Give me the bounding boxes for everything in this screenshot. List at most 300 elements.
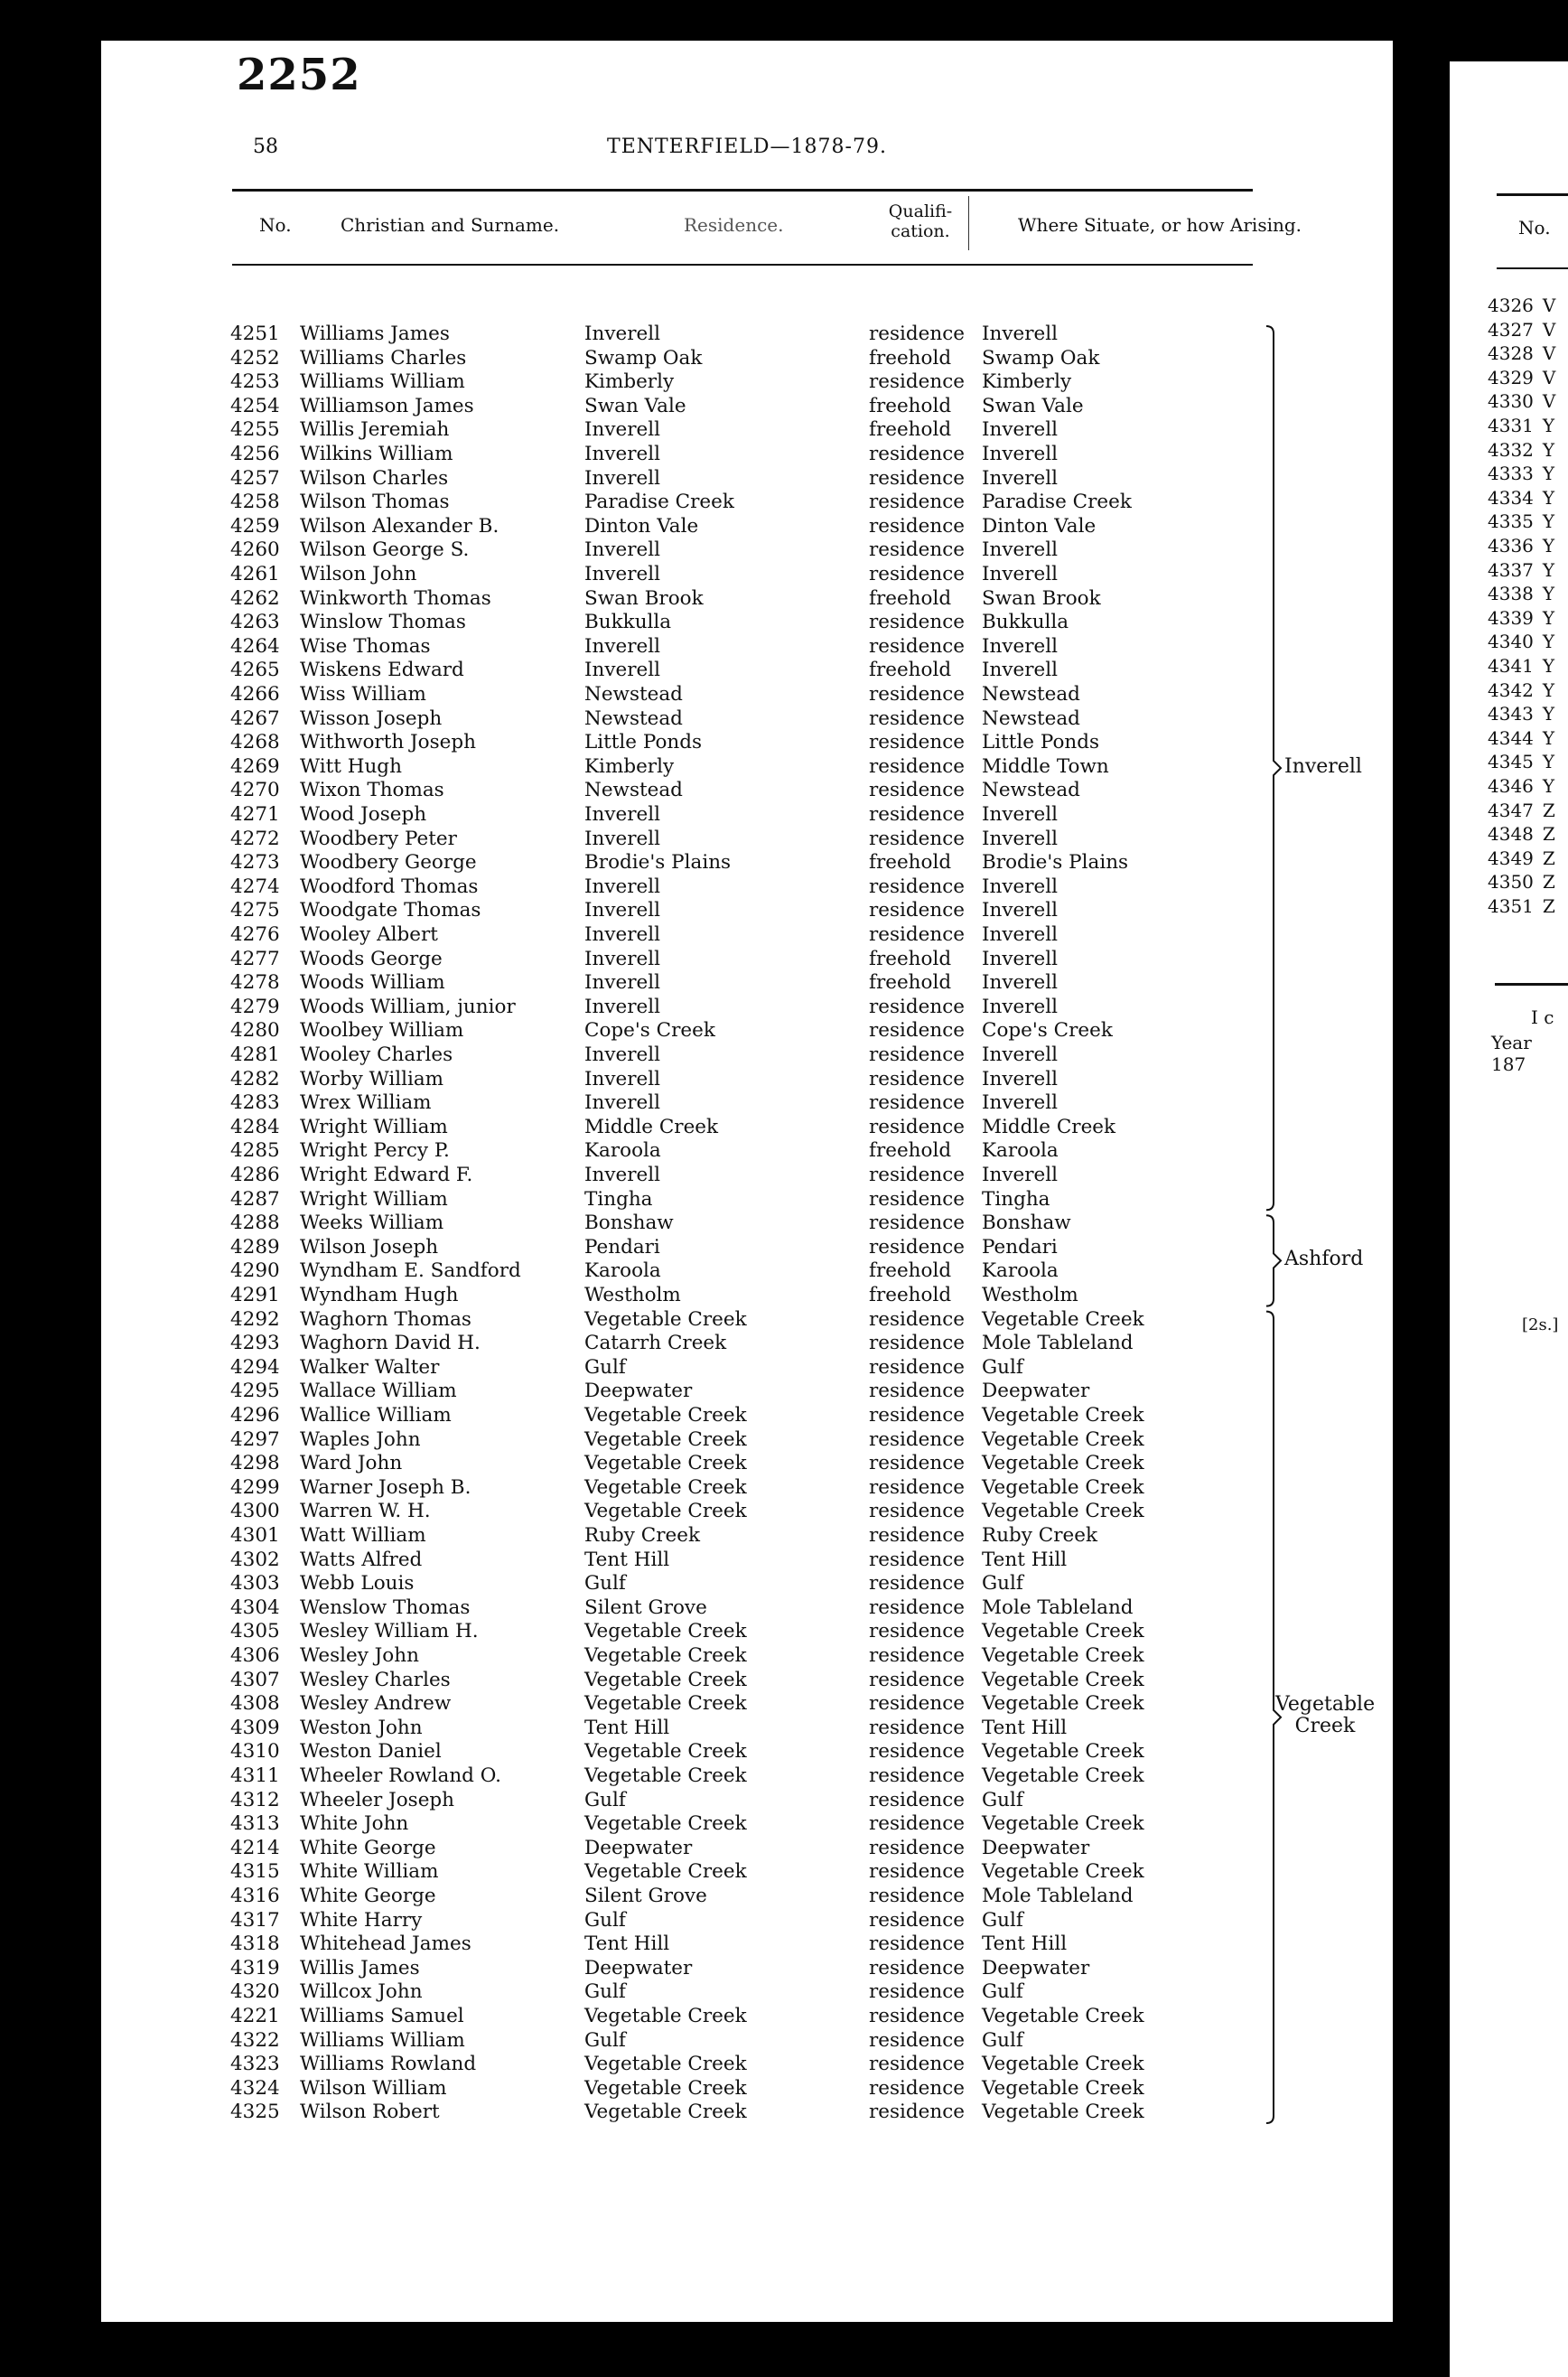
row-qualification: residence [869, 1740, 966, 1764]
row-where: Tent Hill [982, 1548, 1068, 1571]
row-where: Inverell [982, 947, 1058, 970]
row-where: Vegetable Creek [982, 2053, 1144, 2076]
row-name: Wilson Thomas [300, 491, 450, 514]
row-name: Winkworth Thomas [300, 586, 491, 610]
row-qualification: residence [869, 2076, 966, 2100]
facing-page-fragment [1450, 61, 1568, 2377]
row-residence: Little Ponds [584, 731, 703, 754]
row-number: 4266 [230, 683, 280, 706]
row-residence: Kimberly [584, 754, 675, 778]
row-name: Wood Joseph [300, 803, 427, 826]
col-header-where: Where Situate, or how Arising. [1018, 214, 1302, 236]
row-name: Waghorn David H. [300, 1332, 481, 1355]
row-name: Wheeler Joseph [300, 1788, 455, 1811]
row-name: Watt William [300, 1524, 426, 1547]
row-where: Gulf [982, 2028, 1023, 2052]
row-qualification: freehold [869, 394, 952, 417]
row-residence: Tent Hill [584, 1716, 670, 1739]
rp-table-row [1488, 583, 1554, 604]
row-number: 4289 [230, 1235, 280, 1259]
rp-row-number: 4343 [1488, 703, 1534, 725]
row-residence: Inverell [584, 418, 660, 442]
row-residence: Paradise Creek [584, 491, 734, 514]
rp-row-number: 4346 [1488, 775, 1534, 797]
row-number: 4272 [230, 827, 280, 850]
row-number: 4303 [230, 1572, 280, 1596]
row-name: Wiskens Edward [300, 659, 464, 682]
row-residence: Inverell [584, 323, 660, 345]
row-name: Webb Louis [300, 1572, 415, 1596]
rp-table-row [1488, 319, 1555, 341]
row-residence: Westholm [584, 1284, 681, 1306]
row-number: 4286 [230, 1164, 280, 1186]
rp-row-number: 4340 [1488, 631, 1534, 653]
row-residence: Silent Grove [584, 1885, 707, 1907]
row-qualification: residence [869, 683, 966, 706]
row-residence: Swan Brook [584, 586, 704, 610]
row-where: Bukkulla [982, 611, 1069, 634]
row-where: Inverell [982, 875, 1058, 898]
row-residence: Newstead [584, 779, 683, 802]
document-page [101, 41, 1393, 2322]
row-where: Tingha [982, 1187, 1050, 1211]
rp-table-row [1488, 295, 1555, 316]
row-qualification: freehold [869, 659, 952, 682]
row-qualification: residence [869, 1091, 966, 1115]
group-label: Vegetable Creek [1275, 1692, 1376, 1737]
rp-row-name-fragment: V [1542, 366, 1556, 388]
row-where: Inverell [982, 659, 1058, 682]
row-qualification: residence [869, 1212, 966, 1235]
row-residence: Gulf [584, 1908, 626, 1932]
row-number: 4318 [230, 1932, 280, 1956]
row-number: 4325 [230, 2101, 280, 2124]
rp-row-name-fragment: Y [1542, 751, 1555, 773]
row-where: Vegetable Creek [982, 1427, 1144, 1451]
row-residence: Ruby Creek [584, 1524, 700, 1547]
row-where: Vegetable Creek [982, 1668, 1144, 1691]
row-qualification: residence [869, 563, 966, 585]
col-header-no: No. [259, 214, 292, 236]
row-residence: Inverell [584, 538, 660, 562]
row-number: 4290 [230, 1259, 280, 1283]
row-number: 4267 [230, 707, 280, 730]
row-number: 4277 [230, 947, 280, 970]
row-number: 4319 [230, 1956, 280, 1979]
row-name: White George [300, 1836, 436, 1859]
rp-table-row [1488, 559, 1554, 581]
row-name: Wesley William H. [300, 1620, 479, 1643]
row-name: Wilkins William [300, 443, 453, 465]
row-qualification: residence [869, 466, 966, 490]
row-residence: Cope's Creek [584, 1019, 715, 1043]
rp-row-name-fragment: V [1542, 390, 1556, 413]
rp-table-row [1488, 631, 1554, 652]
rp-row-number: 4329 [1488, 366, 1534, 388]
row-residence: Silent Grove [584, 1596, 707, 1619]
row-qualification: freehold [869, 947, 952, 970]
rp-table-row [1488, 510, 1554, 532]
row-qualification: residence [869, 1980, 966, 2004]
rp-row-name-fragment: V [1542, 318, 1556, 341]
row-number: 4253 [230, 370, 280, 394]
rp-row-name-fragment: Y [1542, 535, 1555, 557]
row-number: 4301 [230, 1524, 280, 1547]
rp-table-row [1488, 775, 1554, 797]
row-number: 4259 [230, 514, 280, 538]
rp-header-bottom-rule [1497, 267, 1568, 269]
row-where: Deepwater [982, 1380, 1090, 1403]
row-qualification: residence [869, 634, 966, 658]
row-qualification: freehold [869, 418, 952, 442]
rp-row-name-fragment: Z [1542, 895, 1555, 917]
row-where: Inverell [982, 538, 1058, 562]
row-where: Vegetable Creek [982, 1644, 1144, 1667]
row-number: 4307 [230, 1668, 280, 1691]
rp-row-number: 4338 [1488, 583, 1534, 605]
row-number: 4269 [230, 754, 280, 778]
row-where: Bonshaw [982, 1212, 1071, 1235]
row-residence: Vegetable Creek [584, 1812, 747, 1836]
row-qualification: residence [869, 1644, 966, 1667]
row-qualification: residence [869, 1860, 966, 1884]
row-residence: Swamp Oak [584, 346, 703, 370]
row-number: 4320 [230, 1980, 280, 2004]
row-residence: Dinton Vale [584, 514, 699, 538]
row-number: 4285 [230, 1139, 280, 1163]
row-name: Wixon Thomas [300, 779, 444, 802]
row-residence: Vegetable Creek [584, 1860, 747, 1884]
row-name: Wilson John [300, 563, 417, 585]
row-where: Vegetable Creek [982, 1764, 1144, 1787]
rp-row-name-fragment: V [1542, 295, 1556, 316]
row-where: Deepwater [982, 1956, 1090, 1979]
row-number: 4280 [230, 1019, 280, 1043]
row-qualification: residence [869, 1668, 966, 1691]
row-qualification: residence [869, 1932, 966, 1956]
row-where: Mole Tableland [982, 1885, 1134, 1907]
row-number: 4300 [230, 1500, 280, 1523]
stamp-number: 2252 [237, 50, 361, 100]
row-qualification: residence [869, 1524, 966, 1547]
row-residence: Vegetable Creek [584, 1500, 747, 1523]
row-name: White George [300, 1885, 436, 1907]
row-where: Brodie's Plains [982, 851, 1129, 875]
row-residence: Vegetable Creek [584, 1692, 747, 1716]
rp-row-name-fragment: V [1542, 342, 1556, 365]
row-residence: Vegetable Creek [584, 1668, 747, 1691]
rp-row-name-fragment: Y [1542, 655, 1555, 677]
rp-table-row [1488, 367, 1555, 388]
row-residence: Tent Hill [584, 1548, 670, 1571]
row-name: Wesley John [300, 1644, 419, 1667]
row-where: Swamp Oak [982, 346, 1100, 370]
row-where: Vegetable Creek [982, 1812, 1144, 1836]
row-where: Mole Tableland [982, 1332, 1134, 1355]
row-where: Inverell [982, 1164, 1058, 1186]
row-name: Woodbery Peter [300, 827, 457, 850]
row-name: Wilson William [300, 2076, 447, 2100]
row-where: Vegetable Creek [982, 2076, 1144, 2100]
rp-table-row [1488, 800, 1555, 821]
row-number: 4323 [230, 2053, 280, 2076]
rp-table-row [1488, 823, 1555, 845]
row-number: 4302 [230, 1548, 280, 1571]
row-number: 4251 [230, 323, 280, 345]
row-qualification: residence [869, 779, 966, 802]
row-name: Waghorn Thomas [300, 1307, 471, 1331]
row-residence: Inverell [584, 563, 660, 585]
row-residence: Inverell [584, 659, 660, 682]
group-label: Ashford [1284, 1248, 1364, 1271]
row-qualification: freehold [869, 346, 952, 370]
row-residence: Tingha [584, 1187, 653, 1211]
row-where: Inverell [982, 1067, 1058, 1090]
row-name: Wooley Charles [300, 1043, 453, 1066]
row-number: 4317 [230, 1908, 280, 1932]
row-qualification: residence [869, 875, 966, 898]
rp-header-top-rule [1497, 193, 1568, 196]
rp-table-row [1488, 342, 1555, 364]
row-residence: Inverell [584, 971, 660, 995]
row-where: Karoola [982, 1259, 1059, 1283]
row-residence: Catarrh Creek [584, 1332, 727, 1355]
row-name: Woodgate Thomas [300, 899, 481, 922]
row-residence: Gulf [584, 1788, 626, 1811]
rp-row-name-fragment: Y [1542, 678, 1555, 701]
rp-table-row [1488, 751, 1554, 772]
rp-row-name-fragment: Z [1542, 871, 1555, 894]
row-residence: Kimberly [584, 370, 675, 394]
row-qualification: freehold [869, 851, 952, 875]
row-number: 4296 [230, 1404, 280, 1427]
row-number: 4258 [230, 491, 280, 514]
row-residence: Gulf [584, 1572, 626, 1596]
rp-row-name-fragment: Y [1542, 510, 1555, 533]
row-qualification: residence [869, 443, 966, 465]
row-name: Waples John [300, 1427, 421, 1451]
row-number: 4281 [230, 1043, 280, 1066]
rp-table-row [1488, 535, 1554, 557]
rp-row-number: 4331 [1488, 415, 1534, 436]
row-number: 4295 [230, 1380, 280, 1403]
row-number: 4304 [230, 1596, 280, 1619]
row-qualification: freehold [869, 586, 952, 610]
row-where: Ruby Creek [982, 1524, 1097, 1547]
row-where: Inverell [982, 418, 1058, 442]
row-residence: Gulf [584, 2028, 626, 2052]
row-name: Woods George [300, 947, 443, 970]
row-qualification: residence [869, 1115, 966, 1138]
row-where: Vegetable Creek [982, 1692, 1144, 1716]
row-name: Warren W. H. [300, 1500, 431, 1523]
row-where: Middle Town [982, 754, 1109, 778]
rp-footer-rule [1495, 983, 1568, 986]
group-label: Inverell [1284, 755, 1362, 779]
row-residence: Brodie's Plains [584, 851, 732, 875]
rp-row-number: 4330 [1488, 390, 1534, 413]
row-qualification: residence [869, 611, 966, 634]
row-number: 4315 [230, 1860, 280, 1884]
row-qualification: residence [869, 803, 966, 826]
row-name: Willis James [300, 1956, 420, 1979]
row-name: Wilson Charles [300, 466, 449, 490]
row-name: Wrex William [300, 1091, 432, 1115]
row-number: 4273 [230, 851, 280, 875]
row-qualification: residence [869, 2028, 966, 2052]
row-qualification: freehold [869, 1259, 952, 1283]
rp-table-row [1488, 727, 1554, 749]
rp-row-number: 4350 [1488, 871, 1534, 894]
row-number: 4221 [230, 2005, 280, 2027]
row-name: Williams William [300, 370, 465, 394]
row-residence: Pendari [584, 1235, 660, 1259]
row-name: Warner Joseph B. [300, 1475, 471, 1499]
group-brace [1266, 326, 1281, 1210]
group-brace [1266, 1215, 1281, 1305]
rp-row-name-fragment: Y [1542, 606, 1555, 629]
rp-row-number: 4335 [1488, 510, 1534, 533]
row-residence: Inverell [584, 923, 660, 946]
row-where: Gulf [982, 1788, 1023, 1811]
row-name: Williams William [300, 2028, 465, 2052]
row-number: 4312 [230, 1788, 280, 1811]
row-where: Inverell [982, 466, 1058, 490]
row-residence: Inverell [584, 803, 660, 826]
row-name: Whitehead James [300, 1932, 471, 1956]
row-qualification: residence [869, 731, 966, 754]
row-where: Inverell [982, 803, 1058, 826]
row-name: Williams Charles [300, 346, 467, 370]
row-number: 4322 [230, 2028, 280, 2052]
row-qualification: residence [869, 1716, 966, 1739]
row-qualification: residence [869, 1187, 966, 1211]
row-residence: Inverell [584, 875, 660, 898]
row-number: 4305 [230, 1620, 280, 1643]
row-residence: Inverell [584, 466, 660, 490]
row-where: Tent Hill [982, 1716, 1068, 1739]
row-name: Woods William, junior [300, 995, 516, 1018]
row-residence: Newstead [584, 683, 683, 706]
row-name: Wilson George S. [300, 538, 470, 562]
row-number: 4278 [230, 971, 280, 995]
rp-table-row [1488, 487, 1554, 509]
row-qualification: residence [869, 1235, 966, 1259]
row-residence: Bonshaw [584, 1212, 674, 1235]
rp-row-name-fragment: Y [1542, 775, 1555, 797]
row-where: Vegetable Creek [982, 1307, 1144, 1331]
rp-table-row [1488, 679, 1554, 701]
rp-row-number: 4347 [1488, 799, 1534, 821]
rp-row-number: 4326 [1488, 295, 1534, 316]
row-residence: Inverell [584, 1091, 660, 1115]
row-residence: Vegetable Creek [584, 2053, 747, 2076]
row-name: Woods William [300, 971, 445, 995]
row-name: Willis Jeremiah [300, 418, 450, 442]
rp-row-number: 4328 [1488, 342, 1534, 365]
row-where: Tent Hill [982, 1932, 1068, 1956]
row-where: Inverell [982, 634, 1058, 658]
row-residence: Vegetable Creek [584, 1307, 747, 1331]
rp-row-number: 4327 [1488, 318, 1534, 341]
row-qualification: residence [869, 1596, 966, 1619]
row-number: 4283 [230, 1091, 280, 1115]
row-residence: Vegetable Creek [584, 1475, 747, 1499]
rp-row-name-fragment: Y [1542, 438, 1555, 461]
row-residence: Gulf [584, 1980, 626, 2004]
row-where: Middle Creek [982, 1115, 1116, 1138]
row-residence: Swan Vale [584, 394, 686, 417]
row-number: 4279 [230, 995, 280, 1018]
row-name: Wright Percy P. [300, 1139, 450, 1163]
row-number: 4262 [230, 586, 280, 610]
rp-row-name-fragment: Y [1542, 463, 1555, 485]
row-where: Westholm [982, 1284, 1078, 1306]
col-header-residence: Residence. [684, 214, 784, 236]
row-name: Wyndham Hugh [300, 1284, 459, 1306]
row-residence: Inverell [584, 1164, 660, 1186]
rp-row-name-fragment: Y [1542, 558, 1555, 581]
row-name: White William [300, 1860, 439, 1884]
row-where: Vegetable Creek [982, 1740, 1144, 1764]
row-number: 4306 [230, 1644, 280, 1667]
row-qualification: residence [869, 1404, 966, 1427]
row-where: Deepwater [982, 1836, 1090, 1859]
row-residence: Deepwater [584, 1956, 693, 1979]
row-number: 4311 [230, 1764, 280, 1787]
row-qualification: residence [869, 1548, 966, 1571]
row-where: Vegetable Creek [982, 1475, 1144, 1499]
row-where: Gulf [982, 1908, 1023, 1932]
row-qualification: freehold [869, 1284, 952, 1306]
row-where: Vegetable Creek [982, 1860, 1144, 1884]
row-where: Inverell [982, 923, 1058, 946]
rp-table-row [1488, 390, 1555, 412]
row-name: Wilson Alexander B. [300, 514, 499, 538]
rp-row-number: 4348 [1488, 823, 1534, 846]
row-number: 4256 [230, 443, 280, 465]
row-qualification: residence [869, 995, 966, 1018]
rp-row-number: 4344 [1488, 726, 1534, 749]
rp-table-row [1488, 895, 1555, 917]
row-name: Wesley Andrew [300, 1692, 452, 1716]
rp-row-name-fragment: Y [1542, 703, 1555, 725]
row-qualification: residence [869, 923, 966, 946]
rp-row-number: 4342 [1488, 678, 1534, 701]
rp-row-number: 4337 [1488, 558, 1534, 581]
col-header-name: Christian and Surname. [341, 214, 560, 236]
row-qualification: residence [869, 323, 966, 345]
rp-row-name-fragment: Y [1542, 583, 1555, 605]
row-number: 4297 [230, 1427, 280, 1451]
row-name: Wright Edward F. [300, 1164, 473, 1186]
row-name: Withworth Joseph [300, 731, 476, 754]
rp-table-row [1488, 655, 1554, 677]
row-qualification: residence [869, 1332, 966, 1355]
row-name: Wisson Joseph [300, 707, 443, 730]
row-residence: Karoola [584, 1259, 661, 1283]
row-name: Wright William [300, 1115, 448, 1138]
row-qualification: residence [869, 827, 966, 850]
row-qualification: residence [869, 1452, 966, 1475]
row-name: White John [300, 1812, 409, 1836]
row-where: Cope's Creek [982, 1019, 1113, 1043]
row-qualification: residence [869, 1620, 966, 1643]
row-number: 4261 [230, 563, 280, 585]
row-residence: Bukkulla [584, 611, 672, 634]
row-residence: Newstead [584, 707, 683, 730]
rp-row-name-fragment: Y [1542, 631, 1555, 653]
